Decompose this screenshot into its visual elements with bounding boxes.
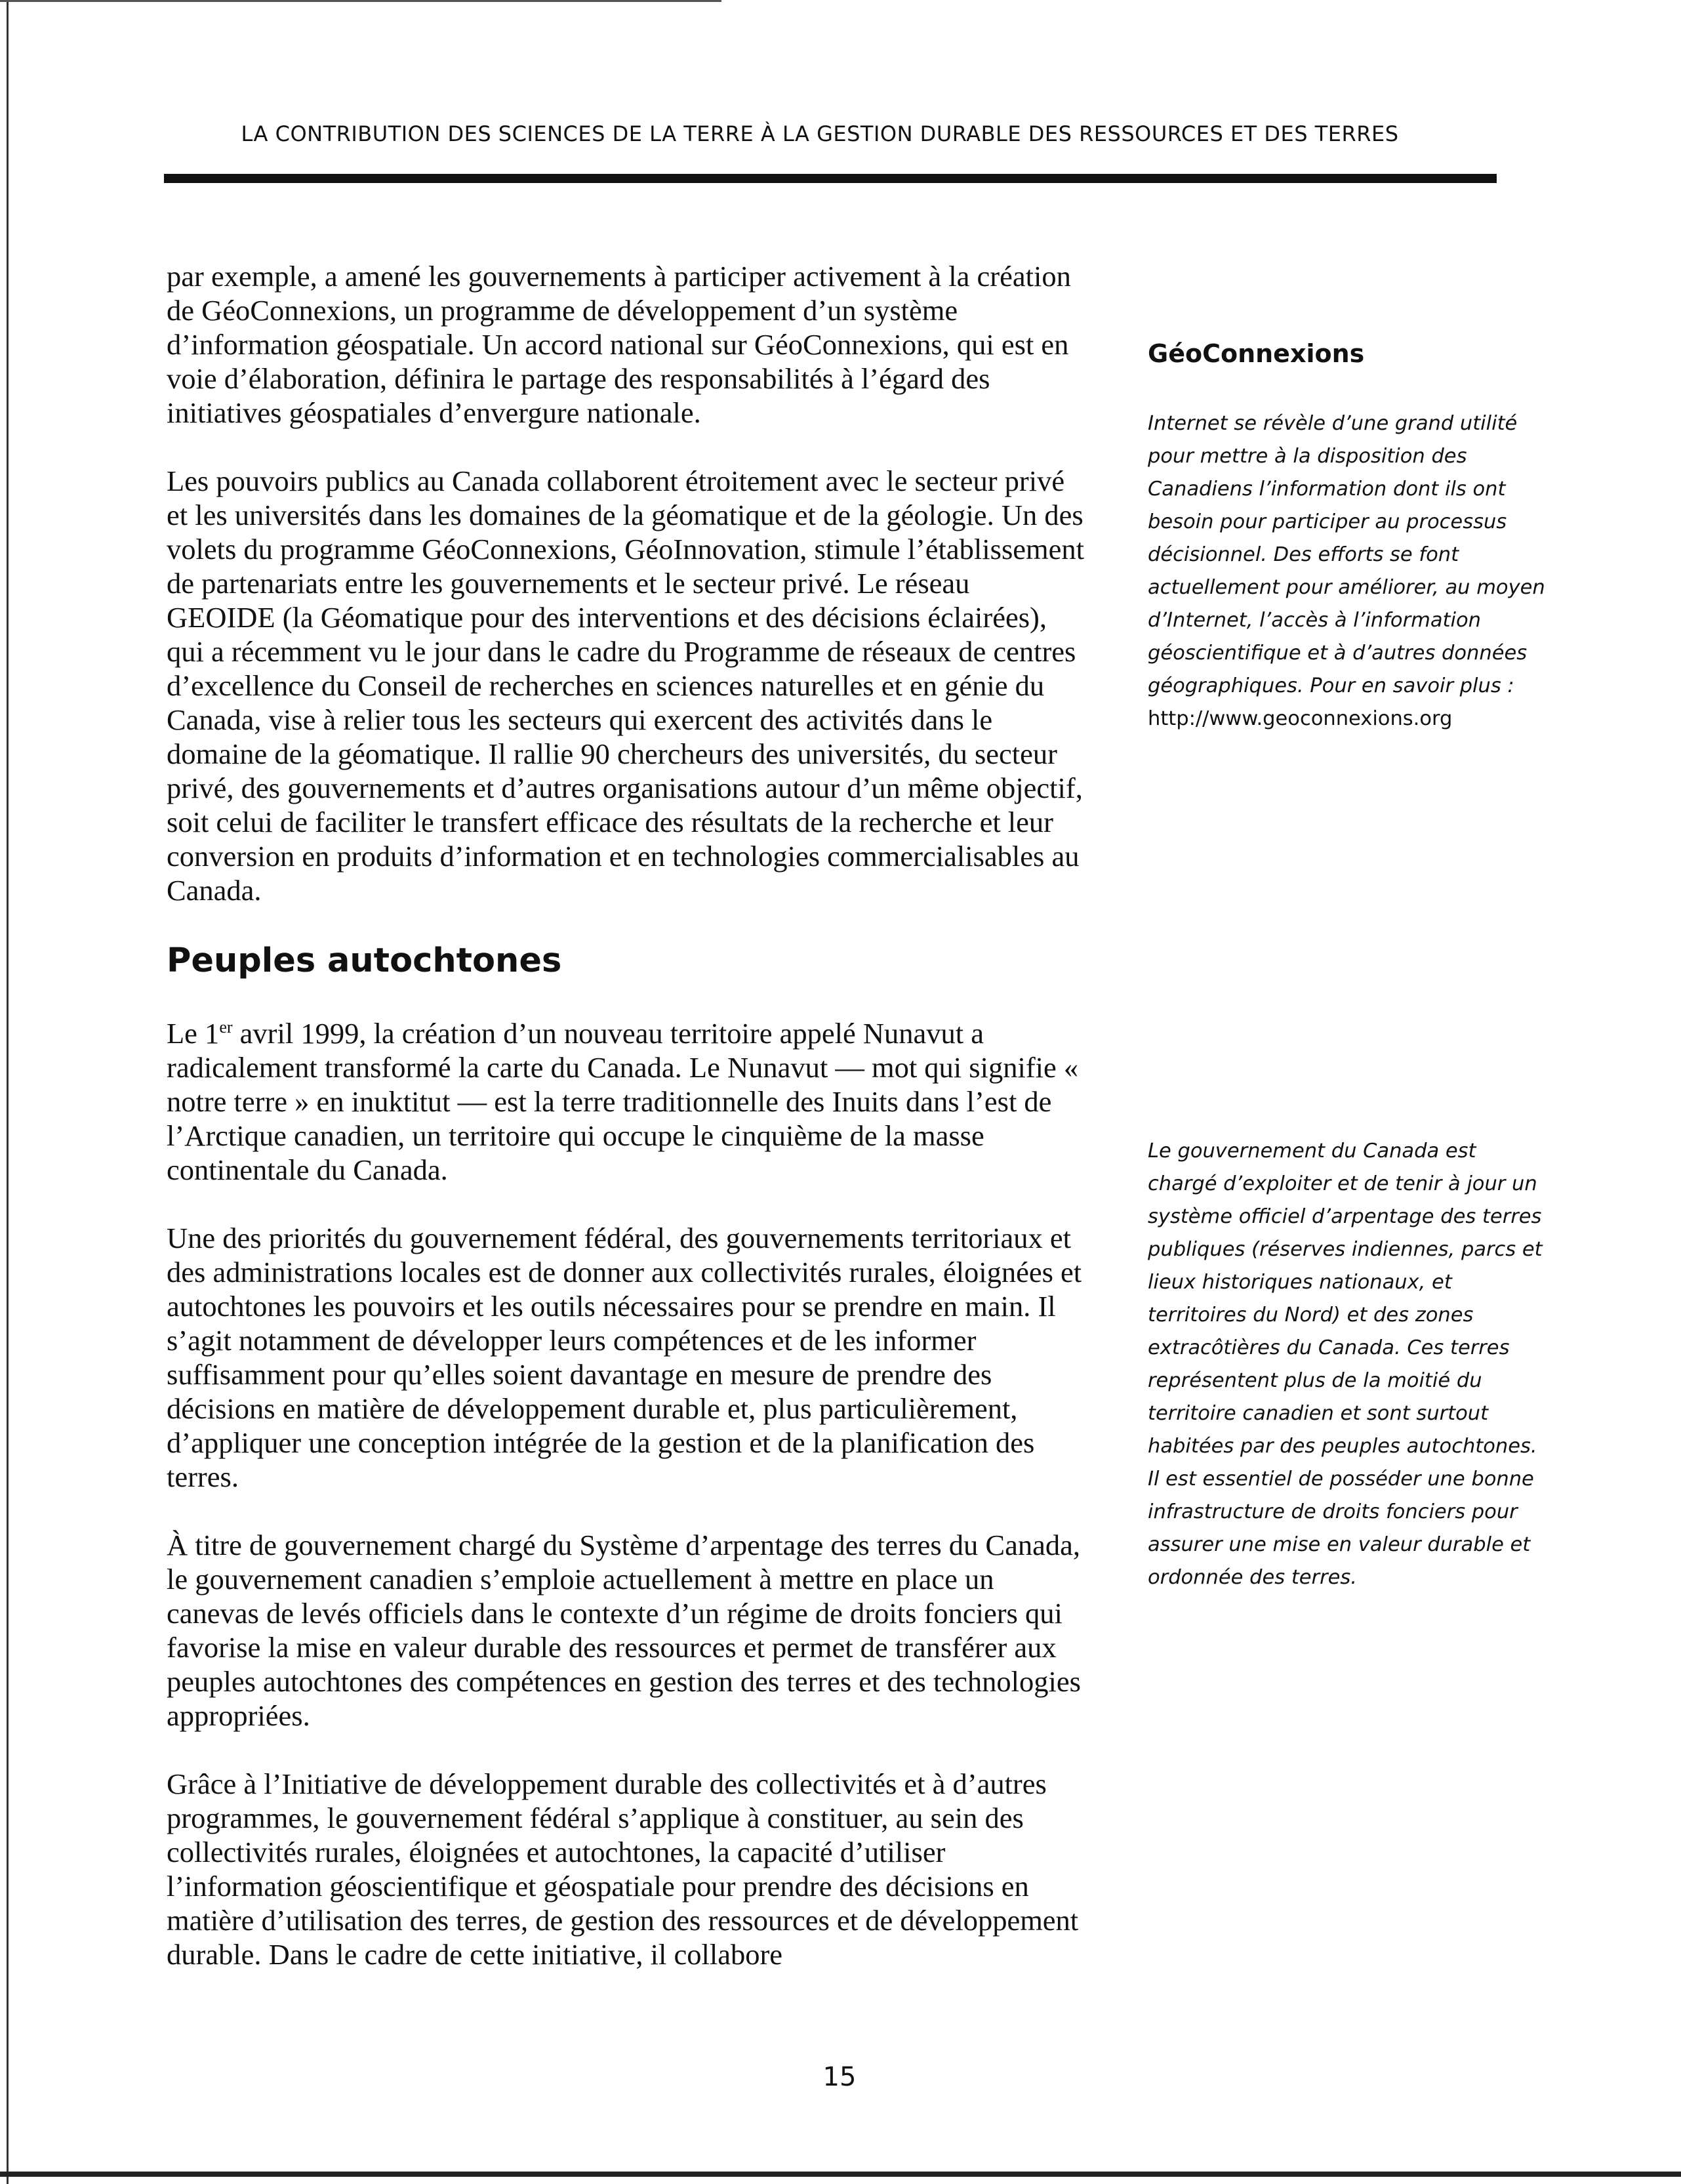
scan-edge-left	[7, 0, 9, 2184]
nunavut-date-start: Le 1	[167, 1017, 220, 1050]
nunavut-text: avril 1999, la création d’un nouveau territoire appelé Nunavut a radicalement transformé la carte du Canada. Le Nunavut — mot qui signifie « notre terre » en inuktitut — est la terre traditionnelle des Inuits dans l’est de l’Arctique canadien, un territoire qui occupe le cinquième de la masse continentale du Canada.	[167, 1017, 1079, 1186]
scan-edge-top	[0, 0, 721, 2]
sidebar-geoconnexions	[1148, 338, 1548, 735]
sidebar-land-survey	[1148, 1135, 1548, 1594]
paragraph-nunavut	[167, 1016, 1085, 1187]
page-number: 15	[822, 2062, 857, 2092]
main-column	[167, 259, 1085, 1971]
paragraph-survey-system: À titre de gouvernement chargé du Système d’arpentage des terres du Canada, le gouvernement canadien s’emploie actuellement à mettre en place un canevas de levés officiels dans le contexte d’un régime de droits fonciers qui favorise la mise en valeur durable des ressources et permet de transférer aux peuples autochtones des compétences en gestion des terres et des technologies appropriées.	[167, 1529, 1081, 1732]
geoconnexions-link[interactable]: http://www.geoconnexions.org	[1148, 707, 1453, 730]
ordinal-superscript: er	[219, 1018, 233, 1037]
sidebar-land-survey-text: Le gouvernement du Canada est chargé d’exploiter et de tenir à jour un système officiel d’arpentage des terres publiques (réserves indiennes, parcs et lieux historiques nationaux, et territoires du Nord) et des zones extracôtières du Canada. Ces terres représentent plus de la moitié du territoire canadien et sont surtout habitées par des peuples autochtones. Il est essentiel de posséder une bonne infrastructure de droits fonciers pour assurer une mise en valeur durable et ordonnée des terres.	[1148, 1140, 1543, 1589]
sidebar-title: GéoConnexions	[1148, 339, 1365, 368]
paragraph-initiative: Grâce à l’Initiative de développement durable des collectivités et à d’autres programmes, le gouvernement fédéral s’applique à constituer, au sein des collectivités rurales, éloignées et autochtones, la capacité d’utiliser l’information géoscientifique et géospatiale pour prendre des décisions en matière d’utilisation des terres, de gestion des ressources et de développement durable. Dans le cadre de cette initiative, il collabore	[167, 1767, 1079, 1971]
running-header: LA CONTRIBUTION DES SCIENCES DE LA TERRE À LA GESTION DURABLE DES RESSOURCES ET DES TERRES	[241, 121, 1399, 146]
sidebar-geoconnexions-text	[1148, 407, 1548, 735]
paragraph-priorities: Une des priorités du gouvernement fédéral, des gouvernements territoriaux et des administrations locales est de donner aux collectivités rurales, éloignées et autochtones les pouvoirs et les outils nécessaires pour se prendre en main. Il s’agit notamment de développer leurs compétences et de les informer suffisamment pour qu’elles soient davantage en mesure de prendre des décisions en matière de développement durable et, plus particulièrement, d’appliquer une conception intégrée de la gestion et de la planification des terres.	[167, 1222, 1082, 1493]
paragraph-geoconnexions-intro: par exemple, a amené les gouvernements à participer activement à la création de GéoConnexions, un programme de développement d’un système d’information géospatiale. Un accord national sur GéoConnexions, qui est en voie d’élaboration, définira le partage des responsabilités à l’égard des initiatives géospatiales d’envergure nationale.	[167, 260, 1071, 429]
scan-edge-bottom	[0, 2172, 1681, 2177]
header-rule	[164, 174, 1497, 183]
section-heading: Peuples autochtones	[167, 941, 562, 980]
sidebar-geoconnexions-body: Internet se révèle d’une grand utilité pour mettre à la disposition des Canadiens l’information dont ils ont besoin pour participer au processus décisionnel. Des efforts se font actuellement pour améliorer, au moyen d’Internet, l’accès à l’information géoscientifique et à d’autres données géographiques. Pour en savoir plus :	[1148, 412, 1545, 697]
paragraph-partnerships: Les pouvoirs publics au Canada collaborent étroitement avec le secteur privé et les universités dans les domaines de la géomatique et de la géologie. Un des volets du programme GéoConnexions, GéoInnovation, stimule l’établissement de partenariats entre les gouvernements et le secteur privé. Le réseau GEOIDE (la Géomatique pour des interventions et des décisions éclairées), qui a récemment vu le jour dans le cadre du Programme de réseaux de centres d’excellence du Conseil de recherches en sciences naturelles et en génie du Canada, vise à relier tous les secteurs qui exercent des activités dans le domaine de la géomatique. Il rallie 90 chercheurs des universités, du secteur privé, des gouvernements et d’autres organisations autour d’un même objectif, soit celui de faciliter le transfert efficace des résultats de la recherche et leur conversion en produits d’information et en technologies commercialisables au Canada.	[167, 464, 1085, 907]
